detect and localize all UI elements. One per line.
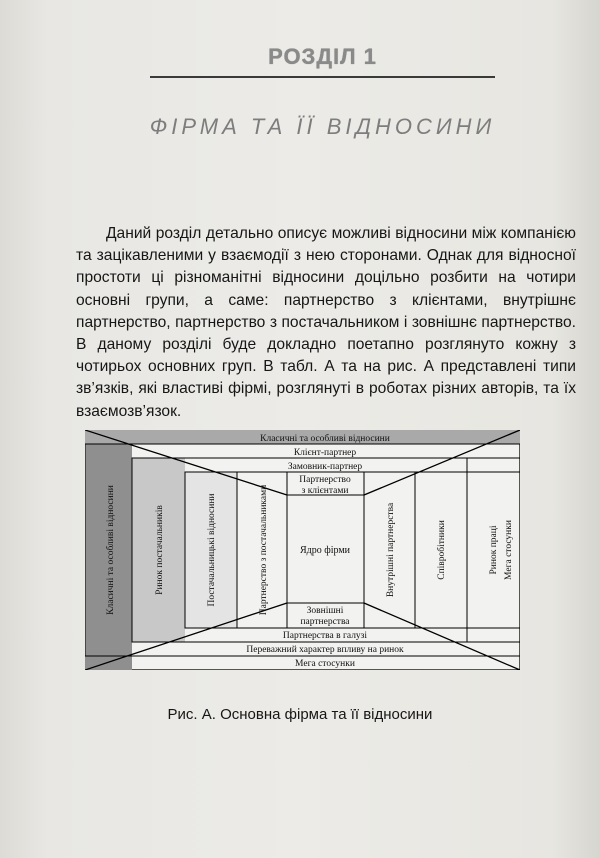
band-bottom-3: Мега стосунки — [295, 659, 355, 669]
relationship-diagram — [85, 430, 520, 670]
column-right-4: Мега стосунки — [504, 520, 514, 580]
band-bottom-2: Переважний характер впливу на ринок — [246, 645, 404, 655]
inner-top-line-1: Партнерство — [299, 475, 351, 485]
band-top-2: Клієнт-партнер — [293, 448, 357, 458]
body-paragraph: Даний розділ детально описує можливі відносини між компанією та зацікавленими у взаємодії з нею сторонами. Однак для відносної простоти ці різноманітні відносини доцільно розбити на чотири основні групи, а саме: партнерство з клієнтами, внутрішнє партнерство, партнерство з постачальником і зовнішнє партнерство. В даному розділі буде докладно поетапно розглянуто кожну з чотирьох основних груп. В табл. А та на рис. А представлені типи зв’язків, які властиві фірмі, розглянуті в роботах різних авторів, та їх взаємозв’язок. — [76, 225, 576, 420]
column-right-3: Ринок праці — [489, 525, 499, 575]
chapter-rule — [150, 76, 495, 78]
inner-top-line-2: з клієнтами — [301, 486, 349, 496]
figure-caption: Рис. А. Основна фірма та її відносини — [167, 706, 433, 723]
column-right-2: Співробітники — [437, 520, 447, 580]
chapter-title: РОЗДІЛ 1 — [268, 44, 377, 69]
core-label: Ядро фірми — [299, 545, 351, 556]
band-top-3: Замовник-партнер — [287, 462, 363, 472]
column-left-2: Ринок постачальників — [155, 505, 165, 595]
column-left-4: Партнерство з постачальниками — [259, 484, 269, 616]
section-title: ФІРМА ТА ЇЇ ВІДНОСИНИ — [149, 114, 496, 139]
band-bottom-1: Партнерства в галузі — [282, 631, 368, 641]
inner-bottom-line-2: партнерства — [300, 617, 350, 627]
column-right-1: Внутрішні партнерства — [386, 502, 396, 598]
inner-bottom-line-1: Зовнішні — [306, 606, 344, 616]
diagram-svg — [85, 430, 520, 670]
column-left-3: Постачальницькі відносини — [207, 493, 217, 607]
column-left-1: Класичні та особливі відносини — [106, 485, 116, 615]
band-top-1: Класичні та особливі відносини — [260, 434, 390, 444]
